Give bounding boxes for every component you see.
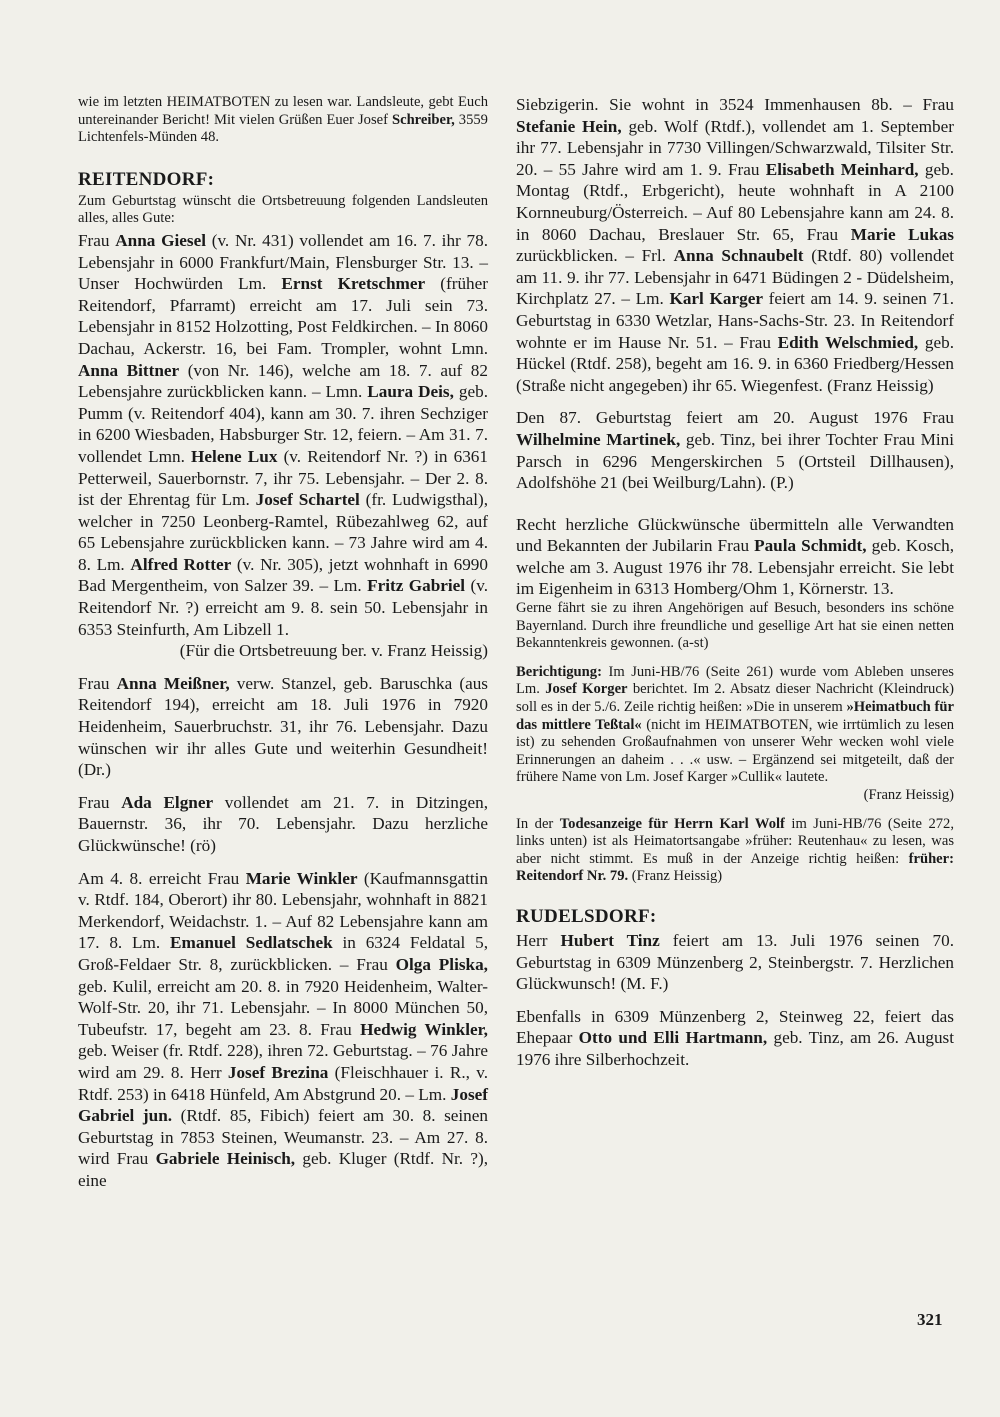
bold-name: Ernst Kretschmer bbox=[281, 274, 426, 294]
hartmann-paragraph bbox=[516, 1006, 954, 1071]
bold-name: Otto und Elli Hartmann, bbox=[578, 1028, 768, 1048]
text-run: (Fleischhauer i. R., v. Rtdf. 253) in 6418 Hünfeld, Am Abstgrund 20. – Lm. bbox=[78, 1062, 488, 1104]
text-run: Frau bbox=[78, 230, 116, 250]
text-run: Gerne fährt sie zu ihren Angehörigen auf Besuch, besonders ins schöne Bayernland. Durch ihre freundliche und gesellige Art hat sie einen netten Bekanntenkreis gewonnen. (a-st) bbox=[516, 600, 954, 652]
bold-name: Anna Bittner bbox=[78, 360, 180, 380]
text-run: (v. Nr. 305), jetzt wohnhaft in 6990 Bad Mergentheim, von Salzer 39. – Lm. bbox=[78, 554, 488, 596]
bold-name: Gabriele Heinisch, bbox=[155, 1149, 296, 1169]
berichtigung-signoff: (Franz Heissig) bbox=[863, 787, 954, 803]
bold-name: Olga Pliska, bbox=[395, 954, 488, 974]
text-run: Frau bbox=[78, 792, 122, 812]
intro-paragraph bbox=[78, 94, 488, 147]
text-run: geb. Tinz, am 26. August 1976 ihre Silberhochzeit. bbox=[516, 1028, 954, 1069]
text-run: (v. Reitendorf Nr. ?) erreicht am 9. 8. sein 50. Lebensjahr in 6353 Steinfurth, Am Libzell 1. bbox=[78, 576, 488, 639]
todesanzeige-correction-paragraph bbox=[516, 816, 954, 886]
reitendorf-intro bbox=[78, 193, 488, 228]
reitendorf-birthdays-paragraph bbox=[78, 230, 488, 640]
heading-rudelsdorf: RUDELSDORF: bbox=[516, 905, 657, 927]
wilhelmine-martinek-paragraph bbox=[516, 407, 954, 493]
text-run: in 6324 Feldatal 5, Groß-Feldaer Str. 8, zurückblicken. – Frau bbox=[78, 933, 488, 974]
text-run: geb. Kosch, welche am 3. August 1976 ihr 78. Lebensjahr erreicht. Sie lebt im Eigenheim in 6313 Homberg/Ohm 1, Körnerstr. 13. bbox=[516, 536, 954, 599]
text-run: (Rtdf. 85, Fibich) feiert am 30. 8. seinen Geburtstag in 7853 Steinen, Weumanstr. 23. – Am 27. 8. wird Frau bbox=[78, 1106, 489, 1169]
page-number: 321 bbox=[917, 1310, 943, 1329]
ada-elgner-paragraph bbox=[78, 792, 488, 857]
bold-name: Anna Schnaubelt bbox=[673, 246, 804, 266]
text-run: geb. Kluger (Rtdf. Nr. ?), eine bbox=[78, 1149, 488, 1190]
bold-name: Emanuel Sedlatschek bbox=[170, 933, 333, 953]
bold-name: Berichtigung: bbox=[516, 663, 602, 680]
text-run: Im Juni-HB/76 (Seite 261) wurde vom Ableben unseres Lm. bbox=[516, 663, 954, 698]
text-run: 3559 Lichtenfels-Münden 48. bbox=[78, 111, 488, 146]
text-run: Herr bbox=[516, 930, 561, 950]
reitendorf-signoff: (Für die Ortsbetreuung ber. v. Franz Heissig) bbox=[179, 641, 488, 661]
bold-name: »Heimatbuch für das mittlere Teßtal« bbox=[516, 699, 954, 733]
text-run: berichtet. Im 2. Absatz dieser Nachricht (Kleindruck) soll es in der 5./6. Zeile richtig heißen: »Die in unserem bbox=[516, 681, 954, 716]
berichtigung-paragraph bbox=[516, 664, 954, 787]
bold-name: Schreiber, bbox=[391, 111, 455, 128]
anna-meissner-paragraph bbox=[78, 673, 488, 781]
text-run: Recht herzliche Glückwünsche übermitteln alle Verwandten und Bekannten der Jubilarin Frau bbox=[516, 514, 954, 556]
paula-schmidt-smallprint bbox=[516, 600, 954, 653]
text-run: (von Nr. 146), welche am 18. 7. auf 82 Lebensjahre zurückblicken kann. – Lmn. bbox=[78, 360, 488, 402]
bold-name: Marie Lukas bbox=[850, 224, 954, 244]
bold-name: Elisabeth Meinhard, bbox=[765, 159, 919, 179]
text-run: geb. Montag (Rtdf., Erbgericht), heute wohnhaft in A 2100 Kornneuburg/Österreich. – Auf 80 Lebensjahre kann am 24. 8. in 8060 Dachau, Breslauer Str. 65, Frau bbox=[516, 159, 954, 244]
left-column bbox=[78, 94, 488, 1192]
text-run: Am 4. 8. erreicht Frau bbox=[78, 868, 246, 888]
bold-name: Laura Deis, bbox=[367, 382, 454, 402]
text-run: wie im letzten HEIMATBOTEN zu lesen war. Landsleute, gebt Euch untereinander Bericht! Mit vielen Grüßen Euer Josef bbox=[78, 94, 488, 128]
text-run: vollendet am 21. 7. in Ditzingen, Bauernstr. 36, ihr 70. Lebensjahr. Dazu herzliche Glückwünsche! (rö) bbox=[78, 792, 488, 855]
right-column bbox=[516, 94, 954, 1071]
bold-name: Wilhelmine Martinek, bbox=[516, 429, 681, 449]
siebzigerin-paragraph bbox=[516, 94, 954, 396]
text-run: (nicht im HEIMATBOTEN, wie irrtümlich zu lesen ist) zu sehenden Großaufnahmen von unserer Wehr wecken wohl viele Erinnerungen an daheim . . .« usw. – Ergänzend sei mitgeteilt, daß der frühere Name von Lm. Josef Karger »Cullik« lautete. bbox=[516, 716, 955, 786]
text-run: zurückblicken. – Frl. bbox=[516, 246, 674, 266]
bold-name: Josef Schartel bbox=[255, 490, 360, 510]
bold-name: Karl Karger bbox=[669, 289, 763, 309]
text-run: In der bbox=[516, 815, 560, 832]
hubert-tinz-paragraph bbox=[516, 930, 954, 995]
bold-name: Stefanie Hein, bbox=[516, 116, 622, 136]
text-run: Den 87. Geburtstag feiert am 20. August 1976 Frau bbox=[516, 408, 954, 428]
heading-reitendorf: REITENDORF: bbox=[78, 168, 215, 190]
bold-name: Josef Korger bbox=[545, 681, 628, 698]
bold-name: Anna Giesel bbox=[115, 230, 206, 250]
bold-name: Ada Elgner bbox=[121, 792, 214, 812]
bold-name: Paula Schmidt, bbox=[754, 536, 867, 556]
text-run: (früher Reitendorf, Pfarramt) erreicht am 17. Juli sein 73. Lebensjahr in 8152 Holzotting, Post Feldkirchen. – In 8060 Dachau, Ackerstr. 16, bei Fam. Trompler, wohnt Lmn. bbox=[78, 274, 488, 358]
text-run: geb. Pumm (v. Reitendorf 404), kann am 30. 7. ihren Sechziger in 6200 Wiesbaden, Habsburger Str. 12, feiern. – Am 31. 7. vollendet Lmn. bbox=[78, 382, 488, 466]
text-run: verw. Stanzel, geb. Baruschka (aus Reitendorf 194), erreicht am 18. Juli 1976 in 7920 Heidenheim, Sauerbruchstr. 31, ihr 76. Lebensjahr. Dazu wünschen wir ihr alles Gute und weiterhin Gesundheit! (Dr.) bbox=[78, 673, 488, 780]
bold-name: Alfred Rotter bbox=[130, 554, 232, 574]
text-run: geb. Kulil, erreicht am 20. 8. in 7920 Heidenheim, Walter-Wolf-Str. 20, ihr 71. Lebensjahr. – In 8000 München 50, Tubeufstr. 17, begeht am 23. 8. Frau bbox=[78, 976, 488, 1039]
bold-name: Anna Meißner, bbox=[116, 673, 230, 693]
text-run: (fr. Ludwigsthal), welcher in 7250 Leonberg-Ramtel, Rübezahlweg 62, auf 65 Lebensjahre zurückblicken kann. – 73 Jahre wird am 4. 8. Lm. bbox=[78, 490, 488, 574]
text-run: Ebenfalls in 6309 Münzenberg 2, Steinweg 22, feiert das Ehepaar bbox=[516, 1006, 954, 1048]
bold-name: Marie Winkler bbox=[245, 868, 358, 888]
text-run: geb. Hückel (Rtdf. 258), begeht am 16. 9. in 6360 Friedberg/Hessen (Straße nicht angegeben) ihr 65. Wiegenfest. (Franz Heissig) bbox=[516, 332, 954, 395]
bold-name: Hedwig Winkler, bbox=[360, 1019, 488, 1039]
bold-name: Josef Brezina bbox=[227, 1062, 329, 1082]
text-run: (v. Reitendorf Nr. ?) in 6361 Petterweil, Sauerbornstr. 7, ihr 75. Lebensjahr. – Der 2. 8. ist der Ehrentag für Lm. bbox=[78, 446, 488, 510]
bold-name: Fritz Gabriel bbox=[367, 576, 466, 596]
bold-name: Edith Welschmied, bbox=[777, 332, 919, 352]
text-run: geb. Wolf (Rtdf.), vollendet am 1. September ihr 77. Lebensjahr in 7730 Villingen/Schwarzwald, Tilsiter Str. 20. – 55 Jahre wird am 1. 9. Frau bbox=[516, 116, 954, 179]
text-run: geb. Tinz, bei ihrer Tochter Frau Mini Parsch in 6296 Mengerskirchen 5 (Ortsteil Dillhausen), Adolfshöhe 21 (bei Weilburg/Lahn). (P.) bbox=[516, 429, 954, 493]
bold-name: Helene Lux bbox=[191, 446, 278, 466]
marie-winkler-paragraph bbox=[78, 868, 488, 1192]
text-run: (v. Nr. 431) vollendet am 16. 7. ihr 78. Lebensjahr in 6000 Frankfurt/Main, Flensburger Str. 13. – Unser Hochwürden Lm. bbox=[78, 230, 488, 294]
paula-schmidt-paragraph bbox=[516, 514, 954, 600]
bold-name: Hubert Tinz bbox=[560, 930, 660, 950]
text-run: im Juni-HB/76 (Seite 272, links unten) ist als Heimatortsangabe »früher: Reutenhau« zu lesen, was aber nicht stimmt. Es muß in der Anzeige richtig heißen: bbox=[516, 815, 954, 867]
bold-name: früher: Reitendorf Nr. 79. bbox=[516, 850, 954, 885]
text-run: Zum Geburtstag wünscht die Ortsbetreuung folgenden Landsleuten alles, alles Gute: bbox=[78, 192, 488, 227]
bold-name: Todesanzeige für Herrn Karl Wolf bbox=[559, 815, 785, 832]
text-run: Siebzigerin. Sie wohnt in 3524 Immenhausen 8b. – Frau bbox=[516, 95, 954, 114]
text-run: (Franz Heissig) bbox=[628, 868, 723, 885]
bold-name: Josef Gabriel jun. bbox=[78, 1084, 488, 1126]
text-run: geb. Weiser (fr. Rtdf. 228), ihren 72. Geburtstag. – 76 Jahre wird am 29. 8. Herr bbox=[78, 1041, 488, 1082]
text-run: feiert am 14. 9. seinen 71. Geburtstag in 6330 Wetzlar, Hans-Sachs-Str. 23. In Reitendorf wohnte er im Hause Nr. 51. – Frau bbox=[516, 289, 954, 352]
text-run: feiert am 13. Juli 1976 seinen 70. Geburtstag in 6309 Münzenberg 2, Steinbergstr. 7. Herzlichen Glückwunsch! (M. F.) bbox=[516, 930, 954, 994]
text-run: Frau bbox=[78, 673, 117, 693]
text-run: (Kaufmannsgattin v. Rtdf. 184, Oberort) ihr 80. Lebensjahr, wohnhaft in 8821 Merkendorf, Weidachstr. 1. – Auf 82 Lebensjahre kann am 17. 8. Lm. bbox=[78, 868, 488, 953]
text-run: (Rtdf. 80) vollendet am 11. 9. ihr 77. Lebensjahr in 6471 Büdingen 2 - Düdelsheim, Kirchplatz 27. – Lm. bbox=[516, 246, 954, 309]
